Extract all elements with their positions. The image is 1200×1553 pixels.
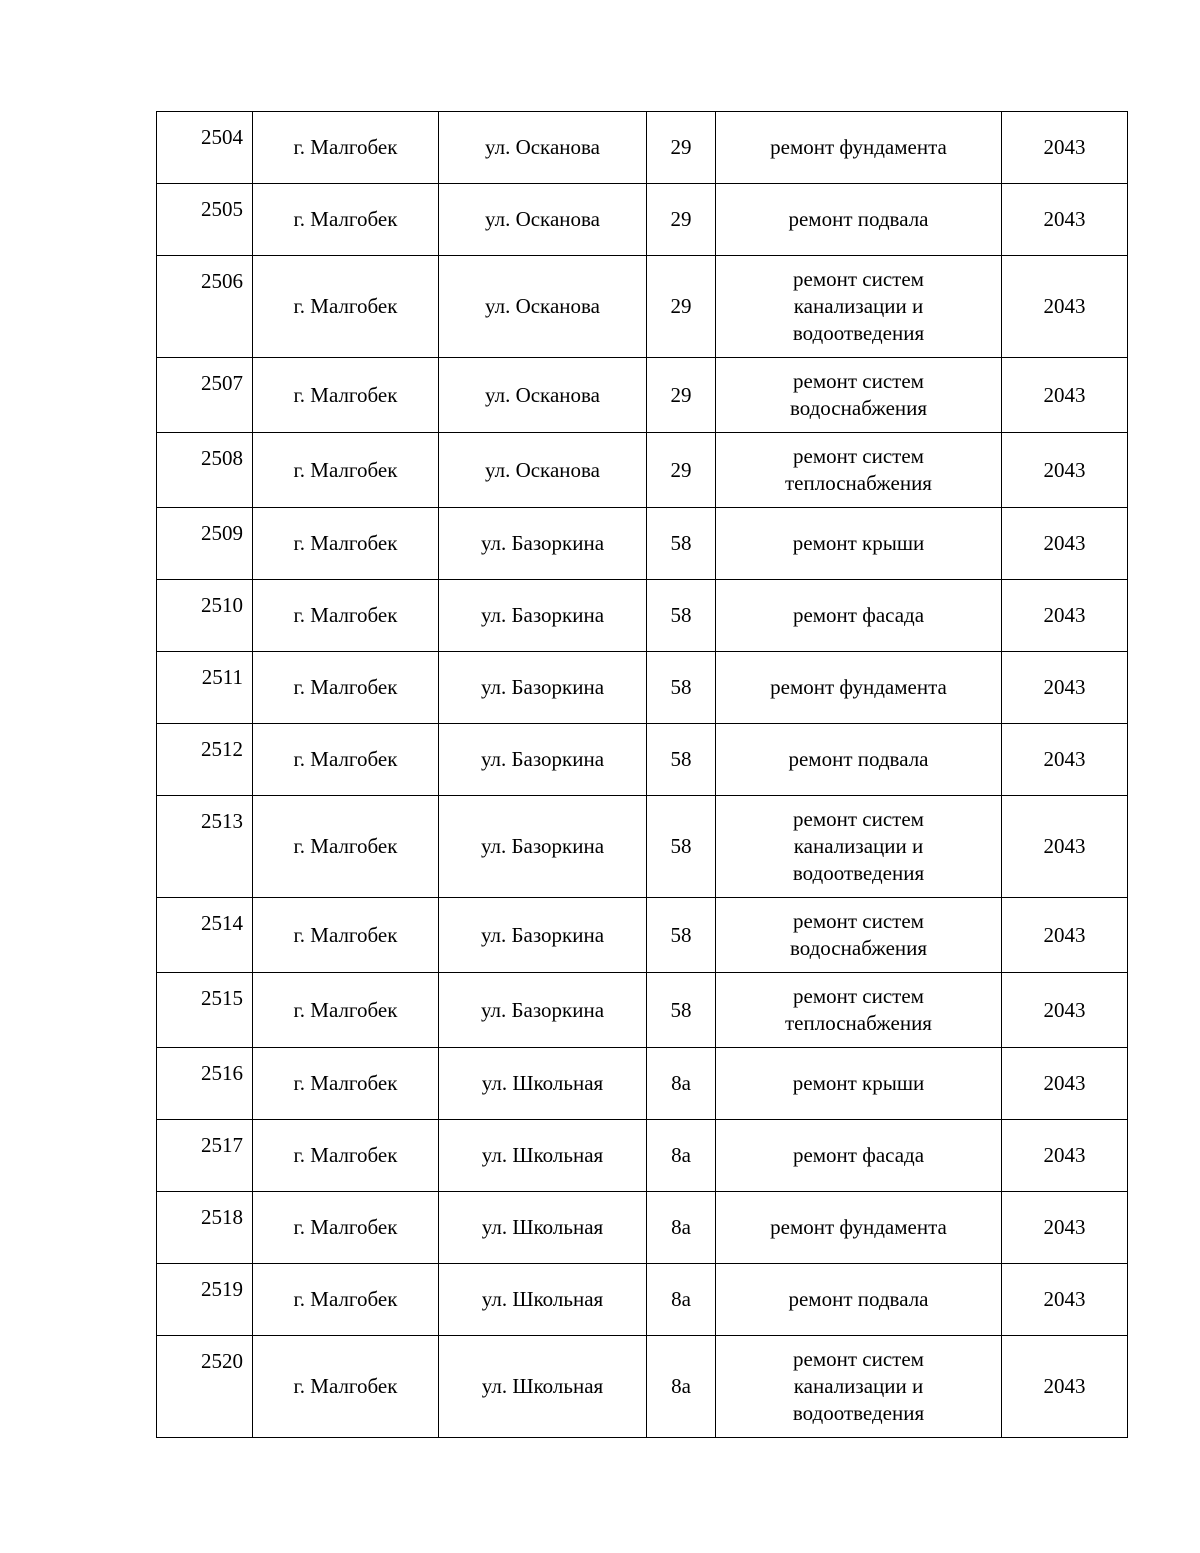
table-row (157, 796, 1128, 898)
street-cell: ул. Школьная (439, 1120, 647, 1192)
street-cell: ул. Школьная (439, 1048, 647, 1120)
house-number-cell: 58 (647, 898, 716, 973)
city-cell: г. Малгобек (253, 1264, 439, 1336)
year-cell: 2043 (1002, 1264, 1128, 1336)
work-type-cell: ремонт систем канализации и водоотведения (716, 796, 1002, 898)
row-number: 2513 (157, 796, 253, 898)
table-row (157, 1048, 1128, 1120)
work-type-cell: ремонт фасада (716, 1120, 1002, 1192)
table-row (157, 256, 1128, 358)
city-cell: г. Малгобек (253, 973, 439, 1048)
street-cell: ул. Базоркина (439, 724, 647, 796)
year-cell: 2043 (1002, 358, 1128, 433)
table-row (157, 358, 1128, 433)
street-cell: ул. Осканова (439, 358, 647, 433)
work-type-cell: ремонт фундамента (716, 112, 1002, 184)
year-cell: 2043 (1002, 973, 1128, 1048)
table-row (157, 724, 1128, 796)
house-number-cell: 29 (647, 112, 716, 184)
work-type-cell: ремонт подвала (716, 1264, 1002, 1336)
table-row (157, 898, 1128, 973)
year-cell: 2043 (1002, 1336, 1128, 1438)
house-number-cell: 58 (647, 973, 716, 1048)
table-row (157, 973, 1128, 1048)
row-number: 2511 (157, 652, 253, 724)
city-cell: г. Малгобек (253, 1120, 439, 1192)
city-cell: г. Малгобек (253, 433, 439, 508)
table-row (157, 1336, 1128, 1438)
work-type-cell: ремонт фундамента (716, 1192, 1002, 1264)
city-cell: г. Малгобек (253, 652, 439, 724)
work-type-cell: ремонт систем теплоснабжения (716, 973, 1002, 1048)
street-cell: ул. Школьная (439, 1192, 647, 1264)
work-type-cell: ремонт подвала (716, 724, 1002, 796)
street-cell: ул. Осканова (439, 184, 647, 256)
year-cell: 2043 (1002, 1192, 1128, 1264)
city-cell: г. Малгобек (253, 1192, 439, 1264)
house-number-cell: 8а (647, 1120, 716, 1192)
city-cell: г. Малгобек (253, 898, 439, 973)
row-number: 2509 (157, 508, 253, 580)
row-number: 2510 (157, 580, 253, 652)
city-cell: г. Малгобек (253, 358, 439, 433)
year-cell: 2043 (1002, 796, 1128, 898)
row-number: 2506 (157, 256, 253, 358)
year-cell: 2043 (1002, 1120, 1128, 1192)
house-number-cell: 8а (647, 1048, 716, 1120)
row-number: 2515 (157, 973, 253, 1048)
year-cell: 2043 (1002, 1048, 1128, 1120)
house-number-cell: 29 (647, 358, 716, 433)
row-number: 2508 (157, 433, 253, 508)
street-cell: ул. Базоркина (439, 898, 647, 973)
table-row (157, 1192, 1128, 1264)
year-cell: 2043 (1002, 256, 1128, 358)
house-number-cell: 8а (647, 1336, 716, 1438)
work-type-cell: ремонт фундамента (716, 652, 1002, 724)
city-cell: г. Малгобек (253, 580, 439, 652)
house-number-cell: 29 (647, 433, 716, 508)
year-cell: 2043 (1002, 580, 1128, 652)
street-cell: ул. Осканова (439, 433, 647, 508)
table-row (157, 580, 1128, 652)
street-cell: ул. Базоркина (439, 973, 647, 1048)
table-row (157, 652, 1128, 724)
year-cell: 2043 (1002, 112, 1128, 184)
city-cell: г. Малгобек (253, 724, 439, 796)
street-cell: ул. Школьная (439, 1336, 647, 1438)
table-row (157, 1120, 1128, 1192)
house-number-cell: 8а (647, 1264, 716, 1336)
row-number: 2519 (157, 1264, 253, 1336)
street-cell: ул. Базоркина (439, 508, 647, 580)
work-type-cell: ремонт крыши (716, 1048, 1002, 1120)
street-cell: ул. Базоркина (439, 796, 647, 898)
work-type-cell: ремонт систем водоснабжения (716, 898, 1002, 973)
row-number: 2516 (157, 1048, 253, 1120)
work-type-cell: ремонт систем канализации и водоотведения (716, 256, 1002, 358)
row-number: 2517 (157, 1120, 253, 1192)
row-number: 2505 (157, 184, 253, 256)
work-type-cell: ремонт подвала (716, 184, 1002, 256)
work-type-cell: ремонт фасада (716, 580, 1002, 652)
year-cell: 2043 (1002, 652, 1128, 724)
work-type-cell: ремонт систем канализации и водоотведения (716, 1336, 1002, 1438)
house-number-cell: 58 (647, 580, 716, 652)
city-cell: г. Малгобек (253, 508, 439, 580)
street-cell: ул. Базоркина (439, 580, 647, 652)
city-cell: г. Малгобек (253, 796, 439, 898)
table-row (157, 508, 1128, 580)
year-cell: 2043 (1002, 508, 1128, 580)
house-number-cell: 8а (647, 1192, 716, 1264)
house-number-cell: 58 (647, 724, 716, 796)
row-number: 2518 (157, 1192, 253, 1264)
city-cell: г. Малгобек (253, 184, 439, 256)
row-number: 2512 (157, 724, 253, 796)
table-row (157, 184, 1128, 256)
table-body (157, 112, 1128, 1438)
city-cell: г. Малгобек (253, 1048, 439, 1120)
year-cell: 2043 (1002, 184, 1128, 256)
table-row (157, 433, 1128, 508)
street-cell: ул. Базоркина (439, 652, 647, 724)
work-type-cell: ремонт систем теплоснабжения (716, 433, 1002, 508)
house-number-cell: 58 (647, 508, 716, 580)
row-number: 2507 (157, 358, 253, 433)
house-number-cell: 58 (647, 652, 716, 724)
street-cell: ул. Осканова (439, 256, 647, 358)
city-cell: г. Малгобек (253, 112, 439, 184)
city-cell: г. Малгобек (253, 256, 439, 358)
row-number: 2520 (157, 1336, 253, 1438)
house-number-cell: 58 (647, 796, 716, 898)
work-type-cell: ремонт систем водоснабжения (716, 358, 1002, 433)
year-cell: 2043 (1002, 898, 1128, 973)
house-number-cell: 29 (647, 184, 716, 256)
row-number: 2504 (157, 112, 253, 184)
year-cell: 2043 (1002, 433, 1128, 508)
house-number-cell: 29 (647, 256, 716, 358)
table-row (157, 1264, 1128, 1336)
street-cell: ул. Осканова (439, 112, 647, 184)
street-cell: ул. Школьная (439, 1264, 647, 1336)
city-cell: г. Малгобек (253, 1336, 439, 1438)
repair-schedule-table (156, 111, 1128, 1438)
work-type-cell: ремонт крыши (716, 508, 1002, 580)
row-number: 2514 (157, 898, 253, 973)
table-row (157, 112, 1128, 184)
year-cell: 2043 (1002, 724, 1128, 796)
